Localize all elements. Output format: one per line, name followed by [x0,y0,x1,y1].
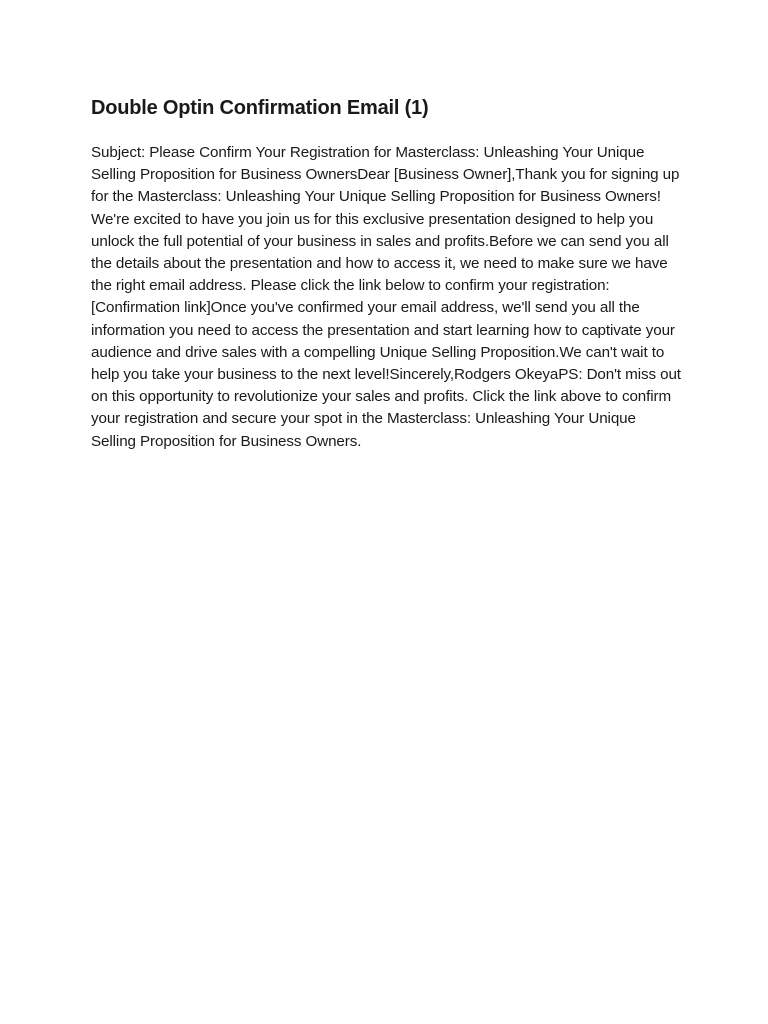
document-content [91,94,681,453]
document-title: Double Optin Confirmation Email (1) [91,97,429,119]
email-body-text: Subject: Please Confirm Your Registration for Masterclass: Unleashing Your Unique Selling Proposition for Business OwnersDear [Business Owner],Thank you for signing up for the Masterclass: Unleashing Your Unique Selling Proposition for Business Owners! We're excited to have you join us for this exclusive presentation designed to help you unlock the full potential of your business in sales and profits.Before we can send you all the details about the presentation and how to access it, we need to make sure we have the right email address. Please click the link below to confirm your registration:[Confirmation link]Once you've confirmed your email address, we'll send you all the information you need to access the presentation and start learning how to captivate your audience and drive sales with a compelling Unique Selling Proposition.We can't wait to help you take your business to the next level!Sincerely,Rodgers OkeyaPS: Don't miss out on this opportunity to revolutionize your sales and profits. Click the link above to confirm your registration and secure your spot in the Masterclass: Unleashing Your Unique Selling Proposition for Business Owners. [91,144,681,450]
